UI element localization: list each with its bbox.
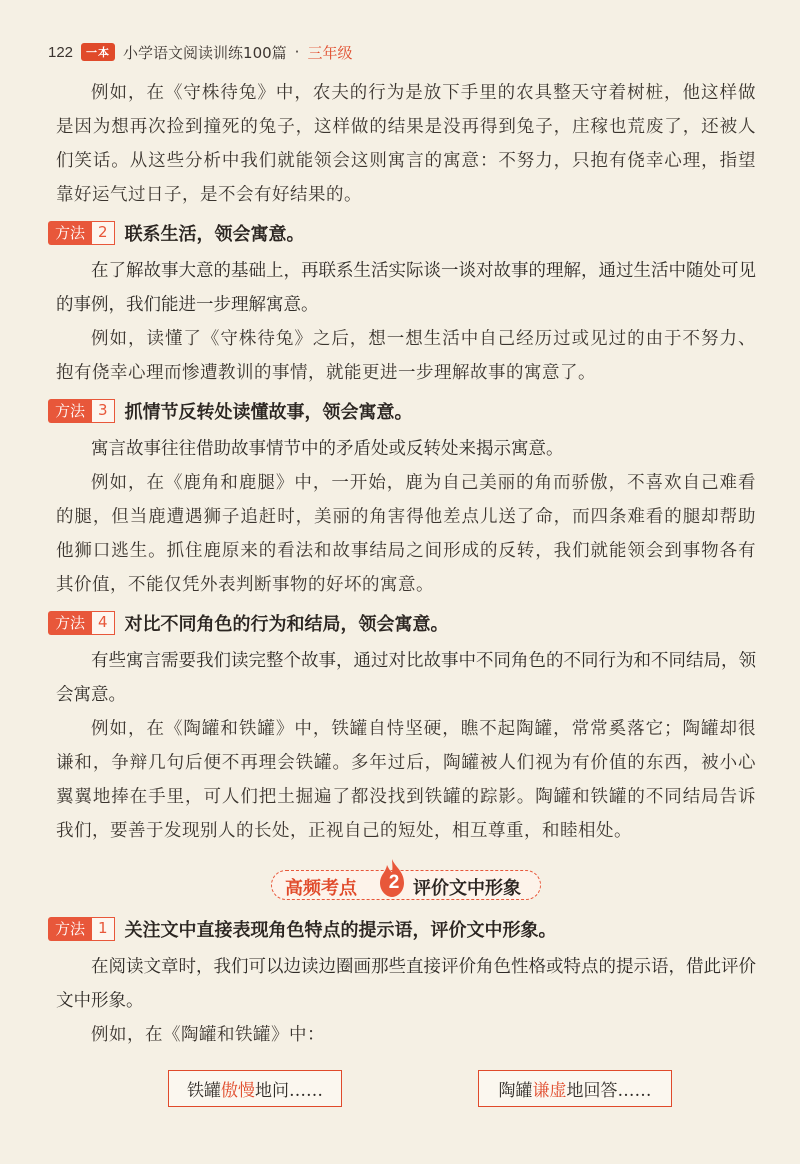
method-title: 关注文中直接表现角色特点的提示语，评价文中形象。 xyxy=(124,920,557,941)
quote-rest: 地问…… xyxy=(255,1081,323,1101)
method-tag: 方法 xyxy=(48,611,92,635)
paragraph-explain-3: 寓言故事往往借助故事情节中的矛盾处或反转处来揭示寓意。 xyxy=(91,439,564,459)
quote-row xyxy=(168,1070,672,1107)
paragraph-explain-2: 在了解故事大意的基础上，再联系生活实际谈一谈对故事的理解，通过生活中随处可见的事例，我们能进一步理解寓意。 xyxy=(56,261,756,315)
page-content xyxy=(56,76,756,1107)
method-title: 抓情节反转处读懂故事，领会寓意。 xyxy=(124,402,413,423)
page-header xyxy=(48,40,352,64)
paragraph-example-5: 例如，在《陶罐和铁罐》中： xyxy=(91,1025,325,1045)
method-heading-1b xyxy=(48,914,756,944)
quote-highlight: 谦虚 xyxy=(532,1081,567,1101)
page-number: 122 xyxy=(48,43,74,61)
method-number: 2 xyxy=(92,221,115,245)
method-badge xyxy=(48,917,115,941)
frequent-point-banner xyxy=(271,864,541,904)
book-grade: 三年级 xyxy=(307,43,353,62)
method-badge xyxy=(48,399,115,423)
method-title: 对比不同角色的行为和结局，领会寓意。 xyxy=(124,614,449,635)
method-title: 联系生活，领会寓意。 xyxy=(124,224,305,245)
paragraph-example-2: 例如，读懂了《守株待兔》之后，想一想生活中自己经历过或见过的由于不努力、抱有侥幸心理而惨遭教训的事情，就能更进一步理解故事的寓意了。 xyxy=(56,329,756,383)
method-tag: 方法 xyxy=(48,917,92,941)
title-separator: · xyxy=(294,43,300,61)
method-badge xyxy=(48,611,115,635)
paragraph-example-1: 例如，在《守株待兔》中，农夫的行为是放下手里的农具整天守着树桩，他这样做是因为想再次捡到撞死的兔子，这样做的结果是没再得到兔子，庄稼也荒废了，还被人们笑话。从这些分析中我们就能领会这则寓言的寓意：不努力，只抱有侥幸心理，指望靠好运气过日子，是不会有好结果的。 xyxy=(56,83,756,205)
paragraph-explain-4: 有些寓言需要我们读完整个故事，通过对比故事中不同角色的不同行为和不同结局，领会寓意。 xyxy=(56,651,756,705)
frequent-point-label: 高频考点 xyxy=(285,878,357,899)
method-number: 4 xyxy=(92,611,115,635)
method-tag: 方法 xyxy=(48,221,92,245)
method-number: 3 xyxy=(92,399,115,423)
method-tag: 方法 xyxy=(48,399,92,423)
paragraph-explain-5: 在阅读文章时，我们可以边读边圈画那些直接评价角色性格或特点的提示语，借此评价文中形象。 xyxy=(56,957,756,1011)
method-heading-2 xyxy=(48,218,756,248)
quote-box-clay-pot xyxy=(478,1070,672,1107)
quote-rest: 地回答…… xyxy=(566,1081,652,1101)
brand-logo: 一本 xyxy=(81,43,115,61)
method-heading-3 xyxy=(48,396,756,426)
quote-box-iron-pot xyxy=(168,1070,342,1107)
frequent-point-number: 2 xyxy=(388,872,400,893)
method-badge xyxy=(48,221,115,245)
quote-highlight: 傲慢 xyxy=(221,1081,255,1101)
paragraph-example-3: 例如，在《鹿角和鹿腿》中，一开始，鹿为自己美丽的角而骄傲，不喜欢自己难看的腿，但当鹿遭遇狮子追赶时，美丽的角害得他差点儿送了命，而四条难看的腿却帮助他狮口逃生。抓住鹿原来的看法和故事结局之间形成的反转，我们就能领会到事物各有其价值，不能仅凭外表判断事物的好坏的寓意。 xyxy=(56,473,756,595)
quote-subject: 陶罐 xyxy=(498,1081,533,1101)
paragraph-example-4: 例如，在《陶罐和铁罐》中，铁罐自恃坚硬，瞧不起陶罐，常常奚落它；陶罐却很谦和，争辩几句后便不再理会铁罐。多年过后，陶罐被人们视为有价值的东西，被小心翼翼地捧在手里，可人们把土掘遍了都没找到铁罐的踪影。陶罐和铁罐的不同结局告诉我们，要善于发现别人的长处，正视自己的短处，相互尊重，和睦相处。 xyxy=(56,719,756,841)
quote-subject: 铁罐 xyxy=(187,1081,221,1101)
method-number: 1 xyxy=(92,917,115,941)
method-heading-4 xyxy=(48,608,756,638)
frequent-point-topic: 评价文中形象 xyxy=(413,878,521,899)
book-title: 小学语文阅读训练100篇 xyxy=(123,43,287,62)
